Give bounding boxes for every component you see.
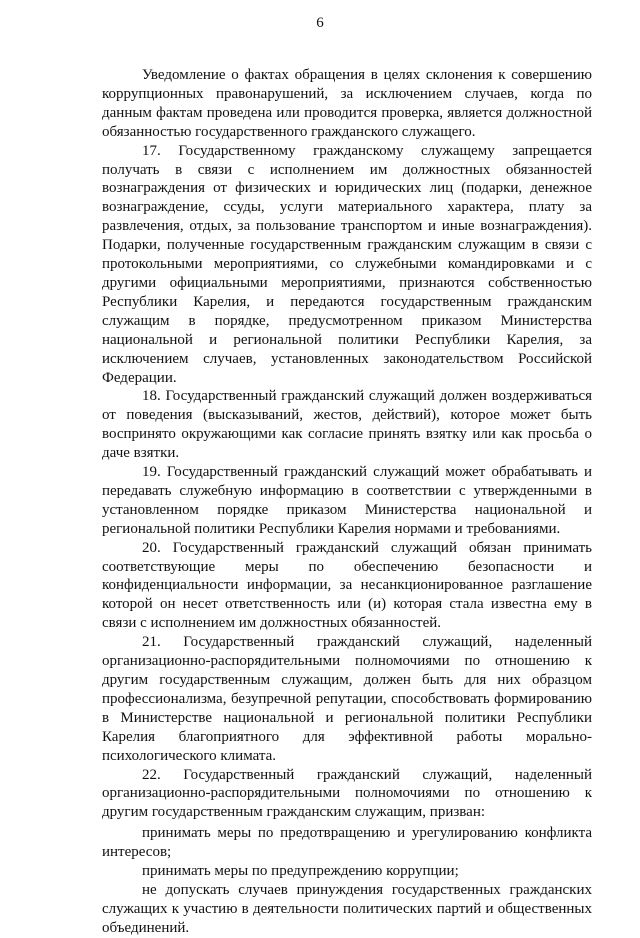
list-item-corruption-prevention: принимать меры по предупреждению коррупции;: [142, 863, 459, 880]
paragraph-21-managerial-example: 21. Государственный гражданский служащий, наделенный организационно-распорядительными полномочиями по отношению к другим государственным служащим, должен быть для них образцом профессионализма, безупречной репутации, способствовать формированию в Министерстве национальной и региональной политики Республики Карелия благоприятного для эффективной работы морально-психологического климата.: [102, 634, 592, 764]
page-number: 6: [316, 15, 324, 31]
paragraph-17-gifts-prohibition: 17. Государственному гражданскому служащему запрещается получать в связи с исполнением им должностных обязанностей вознаграждения от физических и юридических лиц (подарки, денежное вознаграждение, ссуды, услуги материального характера, плату за развлечения, отдых, за пользование транспортом и иные вознаграждения). Подарки, полученные государственным гражданским служащим в связи с протокольными мероприятиями, со служебными командировками и с другими официальными мероприятиями, признаются собственностью Республики Карелия, и передаются государственным гражданским служащим в порядке, предусмотренном приказом Министерства национальной и региональной политики Республики Карелия, за исключением случаев, установленных законодательством Российской Федерации.: [102, 142, 592, 386]
document-body: [102, 66, 592, 938]
paragraph-notification-duty: Уведомление о фактах обращения в целях склонения к совершению коррупционных правонарушений, за исключением случаев, когда по данным фактам проведена или проводится проверка, является должностной обязанностью государственного гражданского служащего.: [102, 67, 592, 140]
paragraph-22-managerial-duties: 22. Государственный гражданский служащий, наделенный организационно-распорядительными полномочиями по отношению к другим государственным гражданским служащим, призван:: [102, 766, 592, 821]
paragraph-19-service-information: 19. Государственный гражданский служащий может обрабатывать и передавать служебную информацию в соответствии с утвержденными в установленном порядке приказом Министерства национальной и региональной политики Республики Карелия нормами и требованиями.: [102, 464, 592, 537]
list-item-political-coercion: не допускать случаев принуждения государственных гражданских служащих к участию в деятельности политических партий и общественных объединений.: [102, 881, 592, 936]
paragraph-18-bribery-conduct: 18. Государственный гражданский служащий должен воздерживаться от поведения (высказываний, жестов, действий), которое может быть воспринято окружающими как согласие принять взятку или как просьба о даче взятки.: [102, 388, 592, 462]
list-item-conflict-of-interest: принимать меры по предотвращению и урегулированию конфликта интересов;: [102, 825, 592, 861]
paragraph-20-information-security: 20. Государственный гражданский служащий обязан принимать соответствующие меры по обеспечению безопасности и конфиденциальности информации, за несанкционированное разглашение которой он несет ответственность или (и) которая стала известна ему в связи с исполнением им должностных обязанностей.: [102, 539, 592, 632]
